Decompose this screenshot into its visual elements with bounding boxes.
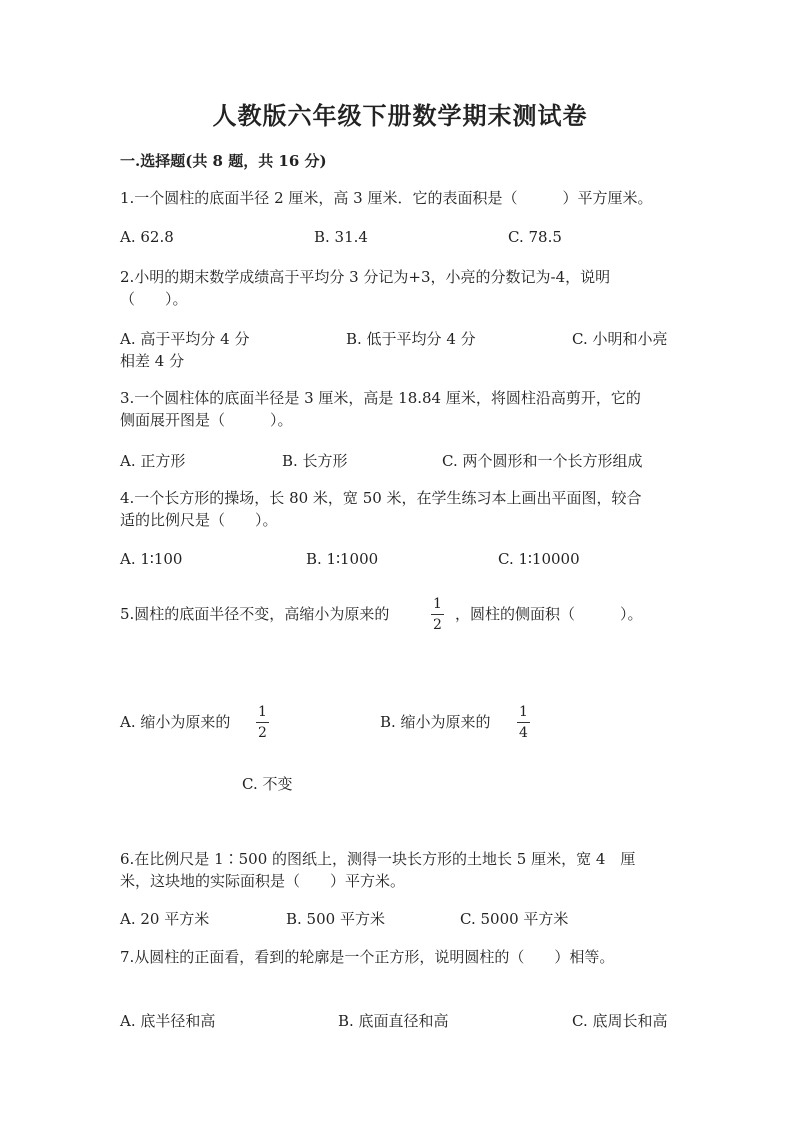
q1-option-b: B. 31.4 bbox=[314, 228, 368, 246]
q2-option-a: A. 高于平均分 4 分 bbox=[120, 330, 250, 348]
fraction-numerator: 1 bbox=[258, 704, 267, 720]
q5-option-b: B. 缩小为原来的 bbox=[380, 713, 491, 731]
fraction-denominator: 2 bbox=[433, 617, 442, 633]
q6-option-c: C. 5000 平方米 bbox=[460, 910, 569, 928]
question-3-line-2: 侧面展开图是（ ）。 bbox=[120, 411, 293, 429]
question-4-line-1: 4.一个长方形的操场，长 80 米，宽 50 米，在学生练习本上画出平面图，较合 bbox=[120, 489, 642, 507]
q2-option-c: C. 小明和小亮 bbox=[572, 330, 668, 348]
fraction-numerator: 1 bbox=[519, 704, 528, 720]
fraction-bar bbox=[256, 722, 269, 723]
question-6-line-2: 米，这块地的实际面积是（ ）平方米。 bbox=[120, 872, 406, 890]
q4-option-b: B. 1∶1000 bbox=[306, 550, 379, 568]
question-4-line-2: 适的比例尺是（ ）。 bbox=[120, 511, 278, 529]
q3-option-c: C. 两个圆形和一个长方形组成 bbox=[442, 452, 643, 470]
q3-option-b: B. 长方形 bbox=[282, 452, 348, 470]
fraction-bar bbox=[431, 614, 444, 615]
fraction-denominator: 2 bbox=[258, 725, 267, 741]
q6-option-b: B. 500 平方米 bbox=[286, 910, 385, 928]
question-6-line-1: 6.在比例尺是 1∶500 的图纸上，测得一块长方形的土地长 5 厘米，宽 4 厘 bbox=[120, 850, 636, 868]
q7-option-a: A. 底半径和高 bbox=[120, 1012, 216, 1030]
question-3-line-1: 3.一个圆柱体的底面半径是 3 厘米，高是 18.84 厘米，将圆柱沿高剪开，它的 bbox=[120, 389, 641, 407]
q5-option-a: A. 缩小为原来的 bbox=[120, 713, 231, 731]
q1-option-c: C. 78.5 bbox=[508, 228, 562, 246]
question-2-line-2: （ ）。 bbox=[120, 290, 188, 308]
q7-option-b: B. 底面直径和高 bbox=[338, 1012, 449, 1030]
question-1: 1.一个圆柱的底面半径 2 厘米，高 3 厘米．它的表面积是（ ）平方厘米。 bbox=[120, 189, 653, 207]
q7-option-c: C. 底周长和高 bbox=[572, 1012, 668, 1030]
q1-option-a: A. 62.8 bbox=[120, 228, 174, 246]
question-5-part-2: ，圆柱的侧面积（ ）。 bbox=[455, 605, 643, 623]
q4-option-c: C. 1∶10000 bbox=[498, 550, 580, 568]
fraction-bar bbox=[517, 722, 530, 723]
q5-option-a-fraction bbox=[256, 704, 269, 741]
q6-option-a: A. 20 平方米 bbox=[120, 910, 210, 928]
q2-option-c-continued: 相差 4 分 bbox=[120, 352, 185, 370]
question-5-part-1: 5.圆柱的底面半径不变，高缩小为原来的 bbox=[120, 605, 390, 623]
fraction-numerator: 1 bbox=[433, 596, 442, 612]
q5-fraction bbox=[431, 596, 444, 633]
fraction-denominator: 4 bbox=[519, 725, 528, 741]
question-2-line-1: 2.小明的期末数学成绩高于平均分 3 分记为+3，小亮的分数记为-4，说明 bbox=[120, 268, 611, 286]
q2-option-b: B. 低于平均分 4 分 bbox=[346, 330, 476, 348]
q4-option-a: A. 1∶100 bbox=[120, 550, 183, 568]
question-7: 7.从圆柱的正面看，看到的轮廓是一个正方形，说明圆柱的（ ）相等。 bbox=[120, 948, 615, 966]
page-title: 人教版六年级下册数学期末测试卷 bbox=[212, 101, 588, 130]
q3-option-a: A. 正方形 bbox=[120, 452, 186, 470]
q5-option-c: C. 不变 bbox=[242, 775, 293, 793]
q5-option-b-fraction bbox=[517, 704, 530, 741]
section-heading: 一.选择题(共 8 题，共 16 分) bbox=[120, 152, 327, 170]
